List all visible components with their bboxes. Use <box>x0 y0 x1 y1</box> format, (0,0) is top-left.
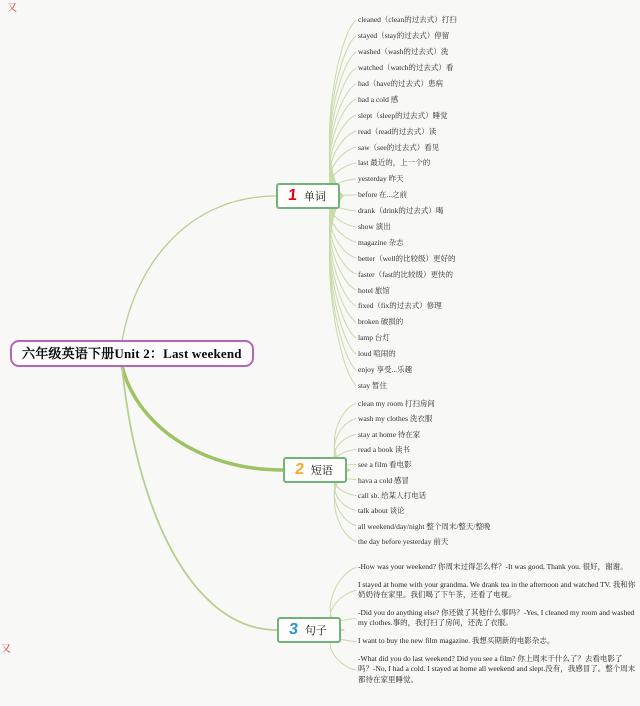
branch-label: 句子 <box>304 625 327 637</box>
mindmap-leaf[interactable]: lamp 台灯 <box>358 333 390 343</box>
sentence-list <box>358 562 639 692</box>
mindmap-leaf[interactable]: clean my room 打扫房间 <box>358 399 435 409</box>
mindmap-leaf[interactable]: cleaned（clean的过去式）打扫 <box>358 15 457 25</box>
central-topic-label: 六年级英语下册Unit 2：Last weekend <box>22 346 242 361</box>
branch-number: 1 <box>287 187 298 204</box>
word-list <box>358 12 457 393</box>
mindmap-leaf[interactable]: had a cold 感 <box>358 94 399 104</box>
phrase-list <box>358 396 490 549</box>
mindmap-leaf[interactable]: saw（see的过去式）看见 <box>358 142 440 152</box>
mindmap-leaf[interactable]: stay at home 待在家 <box>358 429 421 439</box>
mindmap-leaf[interactable]: -Did you do anything else? 你还做了其他什么事吗？-Yes, I cleaned my room and washed my clothes.事的，我打扫了房间，还洗了衣服。 <box>358 607 635 628</box>
mindmap-leaf[interactable]: slept（sleep的过去式）睡觉 <box>358 110 448 120</box>
branch-node-words[interactable] <box>276 183 340 209</box>
central-topic-node[interactable] <box>10 340 254 367</box>
mindmap-leaf[interactable]: hava a cold 感冒 <box>358 475 410 485</box>
mindmap-leaf[interactable]: hotel 旅馆 <box>358 285 390 295</box>
mindmap-leaf[interactable]: -How was your weekend? 你周末过得怎么样？-It was good, Thank you. 很好，谢谢。 <box>358 562 628 571</box>
red-watermark-icon: 又 <box>1 644 11 655</box>
mindmap-leaf[interactable]: I stayed at home with your grandma. We drank tea in the afternoon and watched TV. 我和你奶奶待在家里。我们喝了下午茶，还看了电视。 <box>358 579 636 600</box>
mindmap-leaf[interactable]: read（read的过去式）读 <box>358 126 437 136</box>
mindmap-leaf[interactable]: enjoy 享受...乐趣 <box>358 365 413 375</box>
mindmap-leaf[interactable]: stayed（stay的过去式）停留 <box>358 31 450 41</box>
mindmap-leaf[interactable]: had（have的过去式）患病 <box>358 79 443 88</box>
mindmap-leaf[interactable]: last 最近的，上一个的 <box>358 158 431 168</box>
mindmap-leaf[interactable]: stay 暂住 <box>358 380 387 390</box>
mindmap-leaf[interactable]: talk about 谈论 <box>358 506 405 516</box>
branch-number: 2 <box>294 461 305 478</box>
mindmap-leaf[interactable]: faster（fast的比较级）更快的 <box>358 269 453 279</box>
mindmap-leaf[interactable]: watched（watch的过去式）看 <box>358 63 454 73</box>
branch-number: 3 <box>288 621 299 638</box>
branch-node-sentences[interactable] <box>277 617 341 643</box>
mindmap-leaf[interactable]: magazine 杂志 <box>358 237 404 247</box>
mindmap-leaf[interactable]: fixed（fix的过去式）修理 <box>358 301 442 311</box>
mindmap-leaf[interactable]: broken 破损的 <box>358 317 404 327</box>
mindmap-leaf[interactable]: I want to buy the new film magazine. 我想买期新的电影杂志。 <box>358 635 555 645</box>
mindmap-leaf[interactable]: drank（drink的过去式）喝 <box>358 206 444 216</box>
mindmap-leaf[interactable]: better（well的比较级）更好的 <box>358 253 456 263</box>
mindmap-leaf[interactable]: the day before yesterday 前天 <box>358 536 449 546</box>
branch-label: 短语 <box>310 465 333 477</box>
mindmap-leaf[interactable]: -What did you do last weekend? Did you see a film? 你上周末干什么了？去看电影了吗？-No, I had a cold. I stayed at home all weekend and slept.没有，我感冒了。整个周末都待在家里睡觉。 <box>358 653 636 684</box>
branch-label: 单词 <box>303 191 326 203</box>
mindmap-leaf[interactable]: before 在...之前 <box>358 190 408 200</box>
mindmap-leaf[interactable]: yesterday 昨天 <box>358 174 404 184</box>
branch-node-phrases[interactable] <box>283 457 347 483</box>
mindmap-leaf[interactable]: washed（wash的过去式）洗 <box>358 47 449 57</box>
mindmap-leaf[interactable]: read a book 读书 <box>358 445 410 455</box>
mindmap-leaf[interactable]: show 演出 <box>358 222 391 232</box>
mindmap-leaf[interactable]: loud 喧闹的 <box>358 349 396 359</box>
mindmap-leaf[interactable]: wash my clothes 洗衣服 <box>358 414 433 424</box>
mindmap-leaf[interactable]: see a film 看电影 <box>358 460 412 470</box>
red-watermark-icon: 又 <box>7 3 17 14</box>
mindmap-leaf[interactable]: all weekend/day/night 整个周末/整天/整晚 <box>358 521 491 531</box>
mindmap-leaf[interactable]: call sb. 给某人打电话 <box>358 490 427 500</box>
